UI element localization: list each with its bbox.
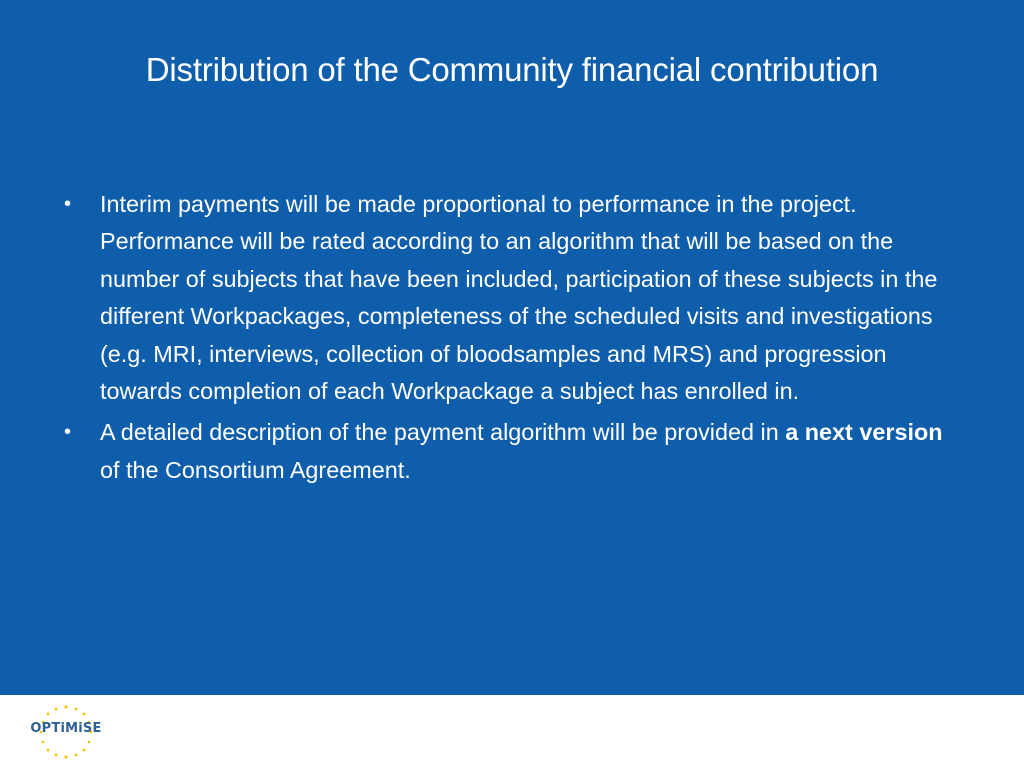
bullet-item <box>62 186 967 410</box>
bullet-text-after: of the Consortium Agreement. <box>100 456 411 483</box>
bullet-text-before: A detailed description of the payment algorithm will be provided in <box>100 419 786 446</box>
bullet-marker: • <box>64 193 72 215</box>
bullet-text: Interim payments will be made proportional to performance in the project. Performance will be rated according to an algorithm that will be based on the number of subjects that have been included, participation of these subjects in the different Workpackages, completeness of the scheduled visits and investigations (e.g. MRI, interviews, collection of bloodsamples and MRS) and progression towards completion of each Workpackage a subject has enrolled in. <box>100 191 938 405</box>
footer-bar <box>0 695 1024 768</box>
slide-title: Distribution of the Community financial contribution <box>145 51 879 88</box>
logo-wordmark: OPTiMiSE <box>30 721 102 736</box>
bullet-list <box>62 186 967 493</box>
bullet-item <box>62 414 967 489</box>
bullet-marker: • <box>64 421 72 444</box>
bullet-text-bold: a next version <box>785 419 943 446</box>
